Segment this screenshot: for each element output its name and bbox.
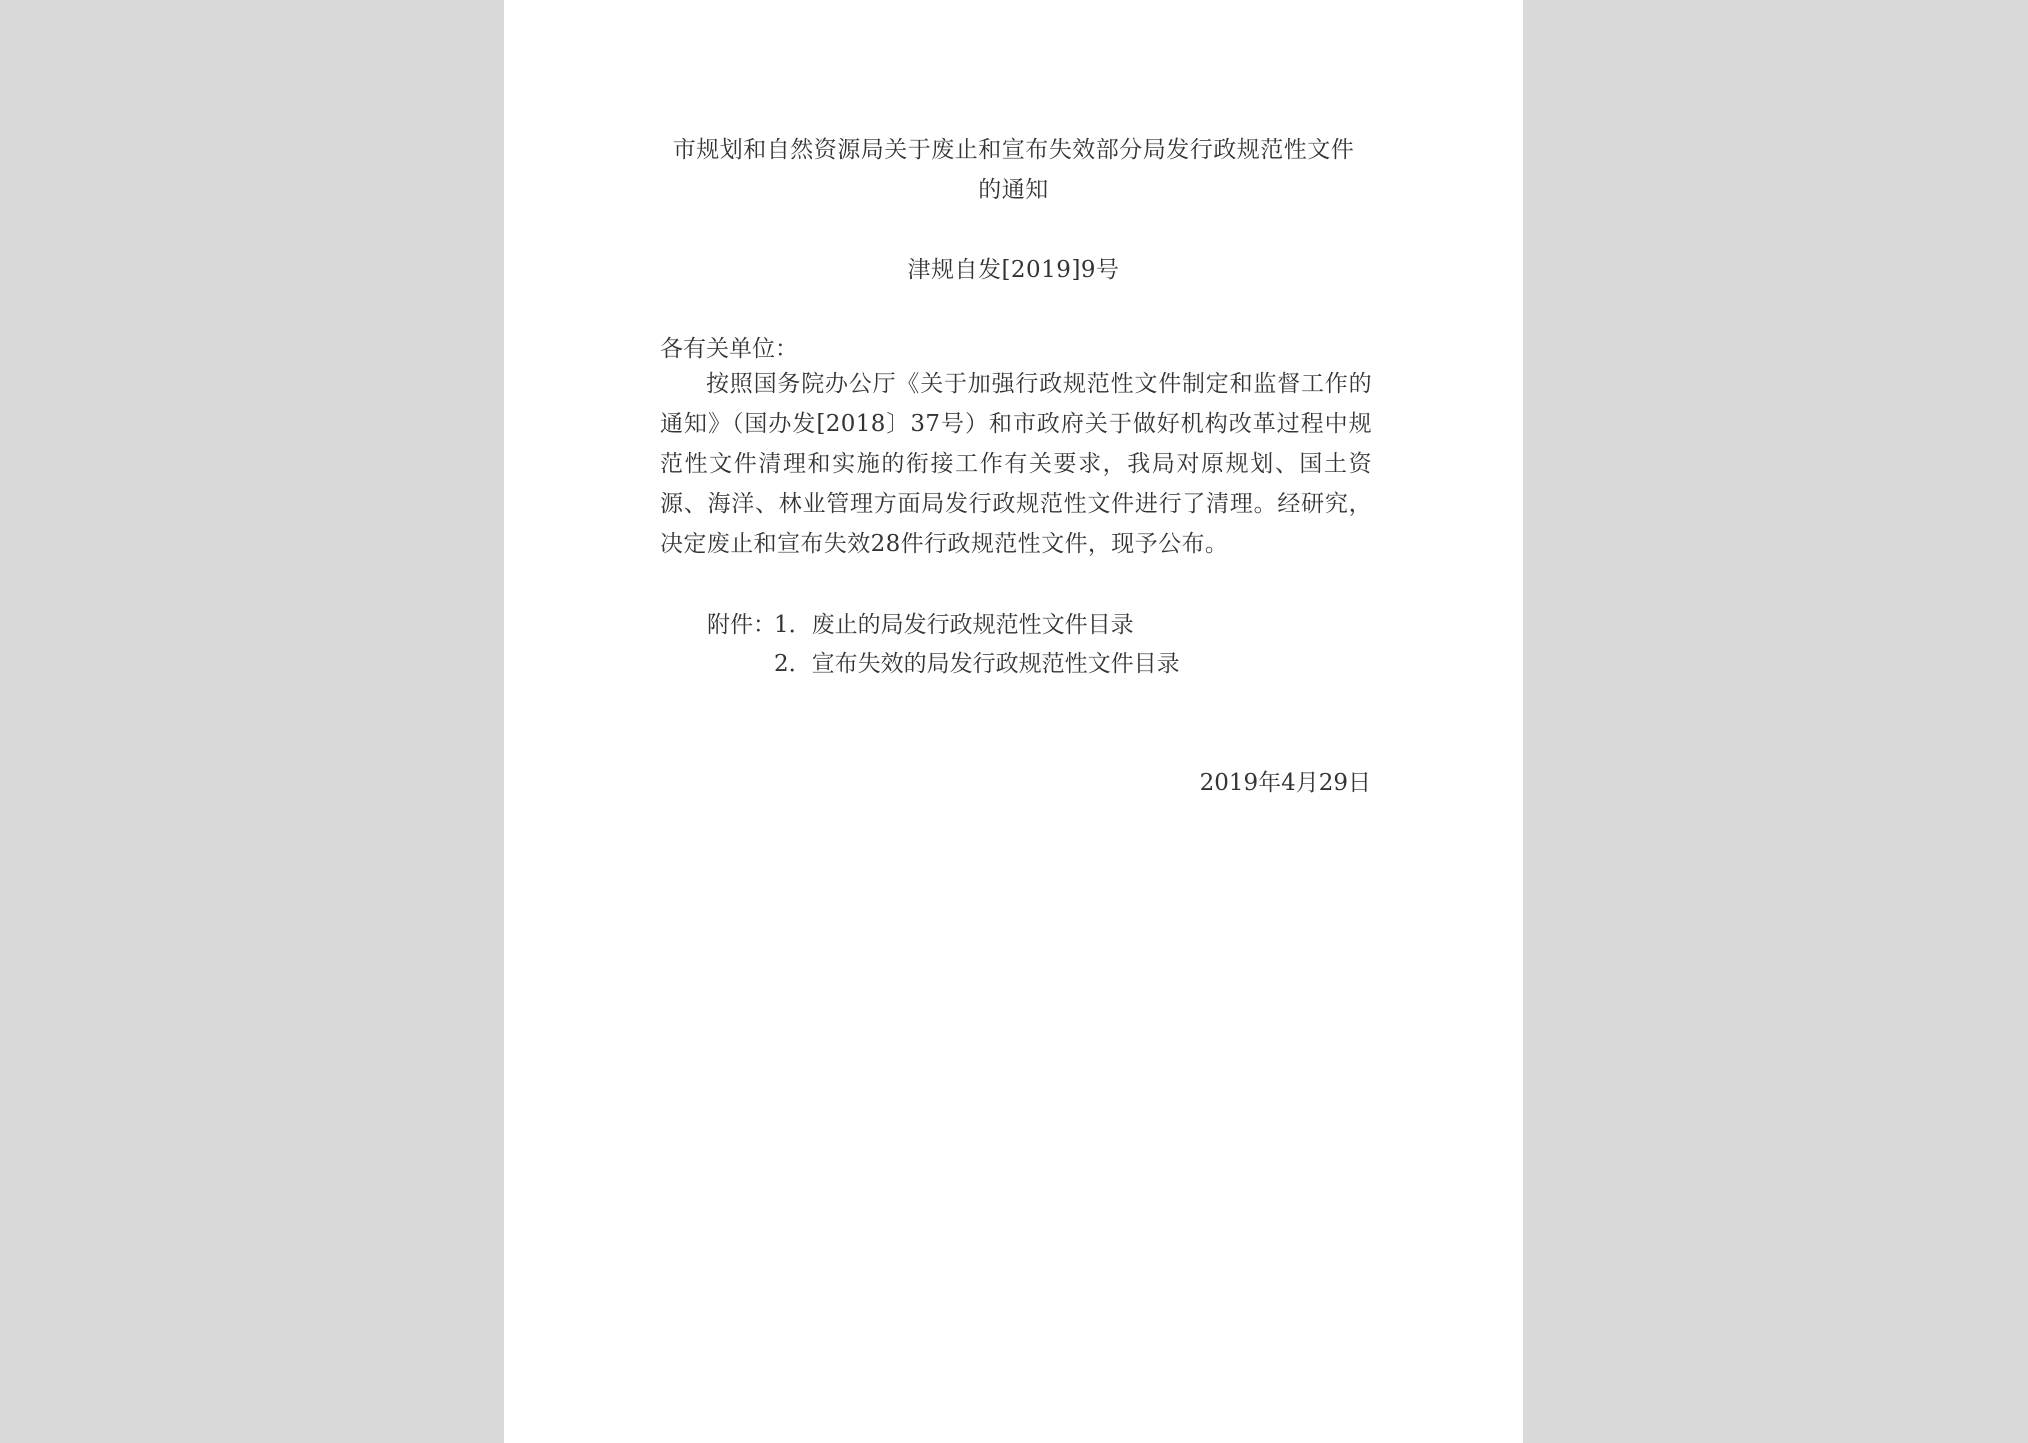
document-number: 津规自发[2019]9号 (907, 257, 1120, 283)
attachment-item-1: 1．废止的局发行政规范性文件目录 (774, 612, 1134, 638)
document-title (504, 130, 1523, 210)
salutation: 各有关单位： (660, 336, 798, 362)
attachment-item-2: 2．宣布失效的局发行政规范性文件目录 (774, 651, 1180, 677)
document-date: 2019年4月29日 (1199, 770, 1371, 796)
title-line-1: 市规划和自然资源局关于废止和宣布失效部分局发行政规范性文件 (672, 137, 1355, 163)
title-line-2: 的通知 (978, 177, 1049, 203)
document-page (504, 0, 1523, 1443)
body-paragraph: 按照国务院办公厅《关于加强行政规范性文件制定和监督工作的通知》（国办发[2018〕37号）和市政府关于做好机构改革过程中规范性文件清理和实施的衔接工作有关要求，我局对原规划、国土资源、海洋、林业管理方面局发行政规范性文件进行了清理。经研究，决定废止和宣布失效28件行政规范性文件，现予公布。 (660, 371, 1372, 557)
attachments-label: 附件： (707, 612, 776, 638)
